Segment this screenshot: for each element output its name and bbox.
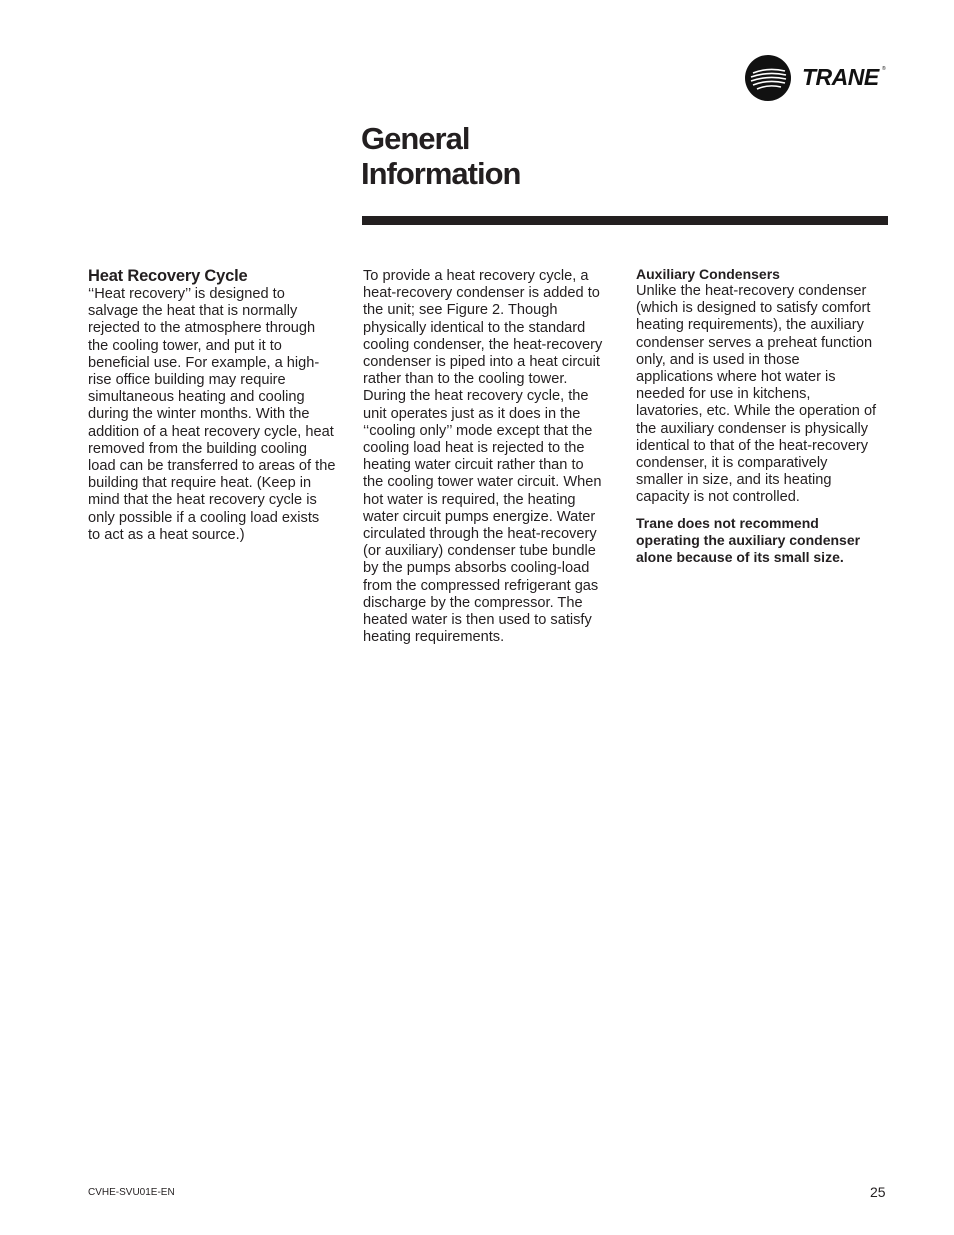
text-line: smaller in size, and its heating bbox=[636, 472, 832, 489]
text-line: only possible if a cooling load exists bbox=[88, 509, 320, 526]
text-line: ‘‘cooling only’’ mode except that the bbox=[363, 422, 593, 439]
column-auxiliary-condensers bbox=[636, 266, 891, 566]
text-line: removed from the building cooling bbox=[88, 440, 308, 457]
text-line: beneficial use. For example, a high- bbox=[88, 354, 320, 371]
text-line: building that require heat. (Keep in bbox=[88, 475, 312, 492]
body-paragraph bbox=[636, 283, 891, 507]
text-line: the cooling tower, and put it to bbox=[88, 337, 282, 354]
text-line: needed for use in kitchens, bbox=[636, 386, 811, 403]
text-line: heated water is then used to satisfy bbox=[363, 612, 592, 629]
text-line: addition of a heat recovery cycle, heat bbox=[88, 423, 334, 440]
text-line: unit operates just as it does in the bbox=[363, 405, 581, 422]
text-line: to act as a heat source.) bbox=[88, 526, 245, 543]
text-line: rise office building may require bbox=[88, 372, 286, 389]
trane-logo-icon bbox=[744, 54, 792, 102]
text-line: circulated through the heat-recovery bbox=[363, 526, 597, 543]
trane-logo bbox=[744, 54, 889, 104]
text-line: from the compressed refrigerant gas bbox=[363, 577, 599, 594]
brand-name: TRANE bbox=[802, 64, 879, 90]
text-line: cooling condenser, the heat-recovery bbox=[363, 336, 603, 353]
text-line: Trane does not recommend bbox=[636, 514, 819, 531]
page-title-line: General bbox=[361, 121, 470, 156]
body-paragraph bbox=[363, 268, 618, 646]
body-paragraph bbox=[88, 286, 343, 544]
title-rule bbox=[362, 216, 888, 225]
text-line: the cooling tower water circuit. When bbox=[363, 474, 602, 491]
text-line: heating water circuit rather than to bbox=[363, 457, 584, 474]
text-line: (or auxiliary) condenser tube bundle bbox=[363, 543, 596, 560]
registered-mark: ® bbox=[882, 66, 886, 72]
text-line: by the pumps absorbs cooling-load bbox=[363, 560, 590, 577]
text-line: rather than to the cooling tower. bbox=[363, 371, 568, 388]
text-line: During the heat recovery cycle, the bbox=[363, 388, 589, 405]
column-heat-recovery bbox=[88, 266, 343, 544]
text-line: mind that the heat recovery cycle is bbox=[88, 492, 317, 509]
text-line: To provide a heat recovery cycle, a bbox=[363, 268, 589, 284]
text-line: heating requirements), the auxiliary bbox=[636, 317, 864, 334]
text-line: condenser, it is comparatively bbox=[636, 455, 828, 472]
text-line: rejected to the atmosphere through bbox=[88, 320, 316, 337]
text-line: heat-recovery condenser is added to bbox=[363, 285, 600, 302]
text-line: the unit; see Figure 2. Though bbox=[363, 302, 558, 319]
text-line: heating requirements. bbox=[363, 629, 505, 646]
text-line: during the winter months. With the bbox=[88, 406, 310, 423]
warning-note bbox=[636, 515, 891, 567]
text-line: ‘‘Heat recovery’’ is designed to bbox=[88, 286, 285, 302]
text-line: condenser is piped into a heat circuit bbox=[363, 354, 600, 371]
page-number: 25 bbox=[870, 1184, 886, 1200]
text-line: only, and is used in those bbox=[636, 351, 800, 368]
text-line: the auxiliary condenser is physically bbox=[636, 420, 868, 437]
text-line: condenser serves a preheat function bbox=[636, 334, 873, 351]
text-line: applications where hot water is bbox=[636, 369, 836, 386]
section-heading: Heat Recovery Cycle bbox=[88, 267, 248, 285]
page-title-line: Information bbox=[361, 156, 521, 191]
text-line: Unlike the heat-recovery condenser bbox=[636, 283, 867, 299]
text-line: identical to that of the heat-recovery bbox=[636, 437, 869, 454]
text-line: salvage the heat that is normally bbox=[88, 303, 298, 320]
text-line: cooling load heat is rejected to the bbox=[363, 440, 585, 457]
text-line: simultaneous heating and cooling bbox=[88, 389, 305, 406]
text-line: physically identical to the standard bbox=[363, 319, 586, 336]
document-code: CVHE-SVU01E-EN bbox=[88, 1187, 175, 1198]
text-line: water circuit pumps energize. Water bbox=[363, 508, 596, 525]
text-line: operating the auxiliary condenser bbox=[636, 531, 861, 548]
text-line: load can be transferred to areas of the bbox=[88, 458, 336, 475]
text-line: discharge by the compressor. The bbox=[363, 594, 583, 611]
text-line: (which is designed to satisfy comfort bbox=[636, 300, 871, 317]
subsection-heading: Auxiliary Condensers bbox=[636, 266, 780, 282]
text-line: capacity is not controlled. bbox=[636, 489, 800, 506]
column-heat-recovery-continued bbox=[363, 266, 618, 646]
text-line: alone because of its small size. bbox=[636, 549, 844, 566]
text-line: hot water is required, the heating bbox=[363, 491, 576, 508]
text-line: lavatories, etc. While the operation of bbox=[636, 403, 877, 420]
page-title bbox=[361, 121, 521, 191]
